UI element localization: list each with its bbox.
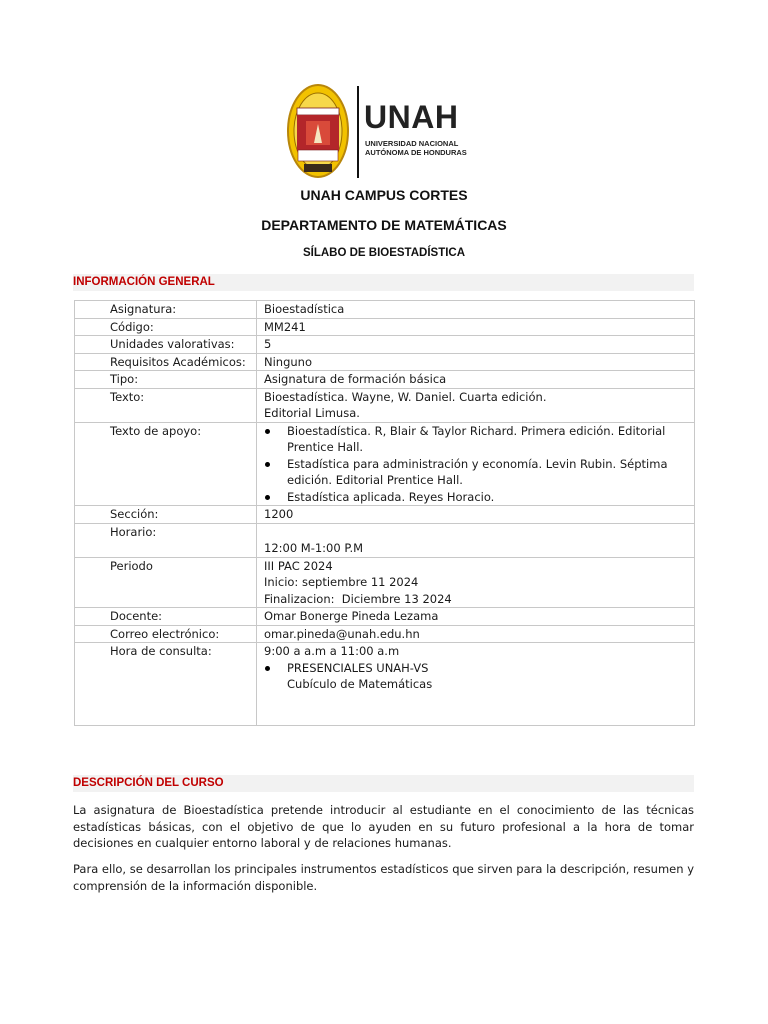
texto-label: Texto: xyxy=(75,388,257,422)
asignatura-value: Bioestadística xyxy=(257,301,695,319)
seccion-label: Sección: xyxy=(75,506,257,524)
table-row xyxy=(75,371,695,389)
periodo-line: Finalizacion: Diciembre 13 2024 xyxy=(264,591,452,606)
table-row xyxy=(75,318,695,336)
codigo-value: MM241 xyxy=(257,318,695,336)
unah-subtitle-line1: UNIVERSIDAD NACIONAL xyxy=(365,139,459,148)
table-row xyxy=(75,608,695,626)
periodo-line: Inicio: septiembre 11 2024 xyxy=(264,575,419,589)
syllabus-title: SÍLABO DE BIOESTADÍSTICA xyxy=(302,247,466,259)
table-row xyxy=(75,301,695,319)
table-row xyxy=(75,523,695,557)
general-info-heading: INFORMACIÓN GENERAL xyxy=(73,274,694,291)
course-description-heading: DESCRIPCIÓN DEL CURSO xyxy=(73,775,694,792)
list-item: PRESENCIALES UNAH-VS xyxy=(264,660,688,677)
table-row xyxy=(75,557,695,608)
periodo-label: Periodo xyxy=(75,557,257,608)
description-paragraph: La asignatura de Bioestadística pretende introducir al estudiante en el conocimiento de las técnicas estadísticas básicas, con el objetivo de que lo ayuden en su futuro profesional a la hora de tomar decisiones en cualquier entorno laboral y de relaciones humanas. xyxy=(73,803,694,850)
unidades-value: 5 xyxy=(257,336,695,354)
apoyo-value xyxy=(257,422,695,506)
consulta-list xyxy=(264,660,688,677)
periodo-line: III PAC 2024 xyxy=(264,558,333,573)
description-paragraph: Para ello, se desarrollan los principales instrumentos estadísticos que sirven para la descripción, resumen y comprensión de la información disponible. xyxy=(73,862,694,893)
consulta-value xyxy=(257,643,695,726)
table-row xyxy=(75,388,695,422)
unah-logo xyxy=(286,84,486,180)
table-row xyxy=(75,643,695,726)
apoyo-list xyxy=(264,423,688,506)
horario-time: 12:00 M-1:00 P.M xyxy=(264,541,364,555)
consulta-label: Hora de consulta: xyxy=(75,643,257,726)
consulta-time: 9:00 a a.m a 11:00 a.m xyxy=(264,644,400,658)
table-row xyxy=(75,625,695,643)
list-item: Estadística aplicada. Reyes Horacio. xyxy=(264,489,688,506)
tipo-value: Asignatura de formación básica xyxy=(257,371,695,389)
unah-wordmark: UNAH xyxy=(364,99,459,135)
asignatura-label: Asignatura: xyxy=(75,301,257,319)
correo-label: Correo electrónico: xyxy=(75,625,257,643)
seccion-value: 1200 xyxy=(257,506,695,524)
table-row xyxy=(75,353,695,371)
docente-value: Omar Bonerge Pineda Lezama xyxy=(257,608,695,626)
tipo-label: Tipo: xyxy=(75,371,257,389)
list-item: Bioestadística. R, Blair & Taylor Richard. Primera edición. Editorial Prentice Hall. xyxy=(264,423,688,456)
texto-value xyxy=(257,388,695,422)
horario-value xyxy=(257,523,695,557)
table-row xyxy=(75,336,695,354)
campus-title: UNAH CAMPUS CORTES xyxy=(300,187,468,203)
unah-subtitle-line2: AUTÓNOMA DE HONDURAS xyxy=(365,148,467,157)
correo-value: omar.pineda@unah.edu.hn xyxy=(257,625,695,643)
department-title: DEPARTAMENTO DE MATEMÁTICAS xyxy=(261,217,507,233)
consulta-place: Cubículo de Matemáticas xyxy=(287,677,433,691)
list-item: Estadística para administración y economía. Levin Rubin. Séptima edición. Editorial Prentice Hall. xyxy=(264,456,688,489)
texto-line: Editorial Limusa. xyxy=(264,406,360,420)
table-row xyxy=(75,506,695,524)
unidades-label: Unidades valorativas: xyxy=(75,336,257,354)
codigo-label: Código: xyxy=(75,318,257,336)
texto-line: Bioestadística. Wayne, W. Daniel. Cuarta edición. xyxy=(264,389,547,404)
docente-label: Docente: xyxy=(75,608,257,626)
periodo-value xyxy=(257,557,695,608)
requisitos-label: Requisitos Académicos: xyxy=(75,353,257,371)
table-row xyxy=(75,422,695,506)
apoyo-label: Texto de apoyo: xyxy=(75,422,257,506)
general-info-table xyxy=(74,300,695,726)
horario-label: Horario: xyxy=(75,523,257,557)
requisitos-value: Ninguno xyxy=(257,353,695,371)
